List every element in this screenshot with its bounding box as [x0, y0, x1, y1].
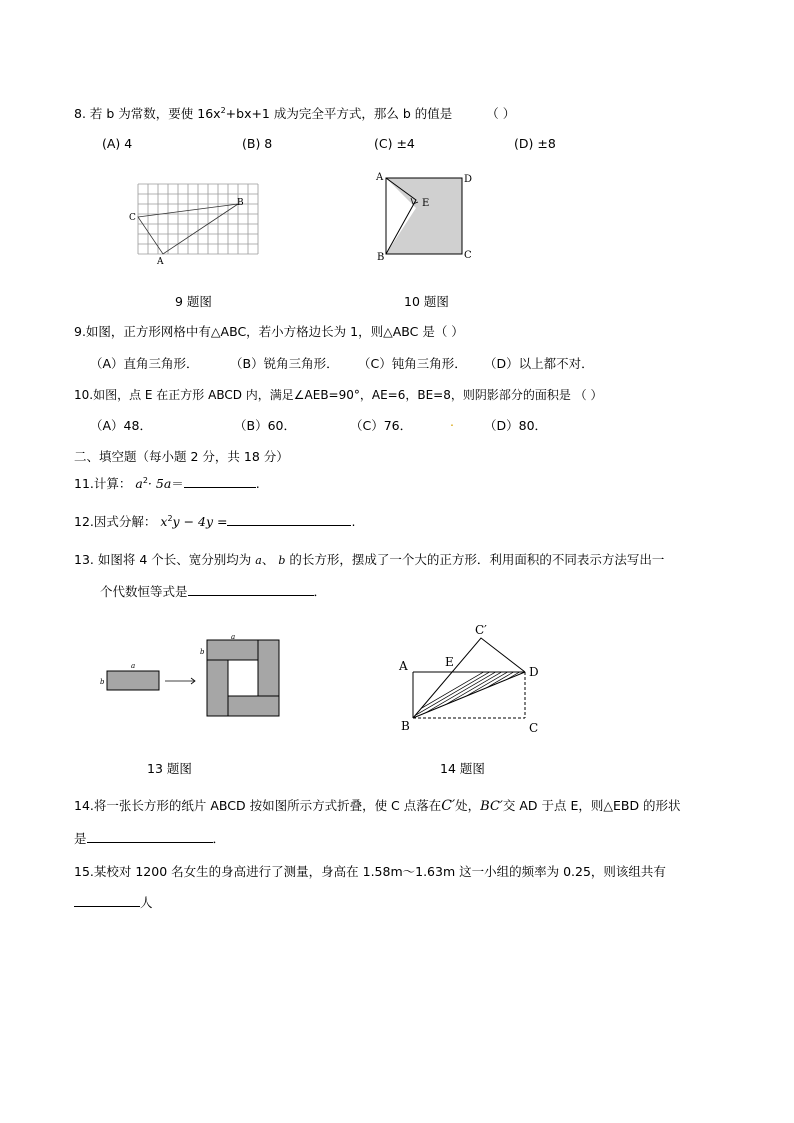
q9-option-d: （D）以上都不对． [484, 356, 594, 371]
q11-answer-blank[interactable] [184, 474, 256, 488]
fig13-label-b: b [100, 678, 105, 686]
q9-option-a: （A）直角三角形． [90, 356, 199, 371]
fig14-label-a: A [399, 659, 408, 673]
fig13-label-a: a [131, 662, 136, 670]
fig10-label-b: B [377, 252, 385, 263]
q13-answer-blank[interactable] [188, 582, 314, 596]
fig13-big-label-a: a [231, 633, 236, 641]
fig13-big-label-b: b [200, 648, 205, 656]
fig9-label-a: A [157, 257, 164, 266]
q10-option-b: （B）60． [234, 418, 296, 433]
q14-stem-line2: 是 ． [74, 831, 226, 846]
fig10-label-e: E [422, 198, 430, 209]
q10-option-d: （D）80． [484, 418, 548, 433]
fig10-label-a: A [376, 172, 384, 183]
q13-stem-line1: 13. 如图将 4 个长、宽分别均为 a、 b 的长方形，摆成了一个大的正方形．利用面积的不同表示方法写出一 [74, 552, 665, 567]
q15-stem-line2: 人 [74, 893, 153, 911]
inner-hole [228, 660, 258, 696]
fig10-label-c: C [464, 250, 472, 261]
shaded-region [386, 178, 462, 254]
q9-option-b: （B）锐角三角形． [230, 356, 339, 371]
q8-option-d: (D) ±8 [514, 136, 556, 151]
figure-10-caption: 10 题图 [404, 294, 449, 309]
q12-answer-blank[interactable] [227, 512, 351, 526]
fig14-label-c: C [529, 721, 539, 735]
fig14-label-e: E [445, 655, 454, 669]
single-rectangle [107, 671, 159, 690]
q8-option-a: (A) 4 [102, 136, 133, 151]
q9-option-c: （C）钝角三角形． [358, 356, 467, 371]
q8-stem: 8. 若 b 为常数，要使 $16x^2+bx+1$ 成为完全平方式，那么 b 的值是 （ ） [74, 105, 516, 121]
figure-10 [370, 168, 480, 268]
figure-9-caption: 9 题图 [175, 294, 212, 309]
q8-option-c: (C) ±4 [374, 136, 415, 151]
figure-13-caption: 13 题图 [147, 761, 192, 776]
q11-stem: 11.计算： $a^2\cdot 5a=$ . [74, 475, 260, 491]
folded-sides [413, 638, 525, 718]
diagonal-bd [413, 672, 525, 718]
q14-answer-blank[interactable] [87, 829, 213, 843]
fig9-label-c: C [129, 213, 136, 223]
q10-option-a: （A）48． [90, 418, 152, 433]
fig14-label-d: D [529, 665, 539, 679]
q12-stem: 12.因式分解： $x^2y - 4y$ = . [74, 513, 356, 529]
fig10-label-d: D [464, 174, 473, 185]
figure-9 [125, 178, 265, 266]
q14-stem-line1: 14.将一张长方形的纸片 ABCD 按如图所示方式折叠，使 C 点落在C′处，BC′交 AD 于点 E，则△EBD 的形状 [74, 798, 681, 814]
fig9-label-b: B [237, 198, 244, 208]
figure-13 [95, 632, 295, 724]
q9-stem: 9.如图，正方形网格中有△ABC，若小方格边长为 1，则△ABC 是（ ） [74, 324, 464, 339]
figure-14 [393, 616, 553, 740]
q15-answer-blank[interactable] [74, 893, 140, 907]
stray-dot: . [450, 414, 454, 429]
fig14-label-c-prime: C′ [475, 623, 487, 637]
q15-stem-line1: 15.某校对 1200 名女生的身高进行了测量，身高在 1.58m～1.63m 这一小组的频率为 0.25，则该组共有 [74, 864, 666, 879]
section-2-title: 二、填空题（每小题 2 分，共 18 分） [74, 449, 289, 464]
q8-option-b: (B) 8 [242, 136, 273, 151]
fig14-label-b: B [401, 719, 410, 733]
q13-stem-line2: 个代数恒等式是 ． [100, 584, 327, 599]
figure-14-caption: 14 题图 [440, 761, 485, 776]
q10-option-c: （C）76． [350, 418, 413, 433]
q10-stem: 10.如图，点 E 在正方形 ABCD 内，满足∠AEB=90°，AE=6，BE=8，则阴影部分的面积是 （ ） [74, 388, 603, 402]
